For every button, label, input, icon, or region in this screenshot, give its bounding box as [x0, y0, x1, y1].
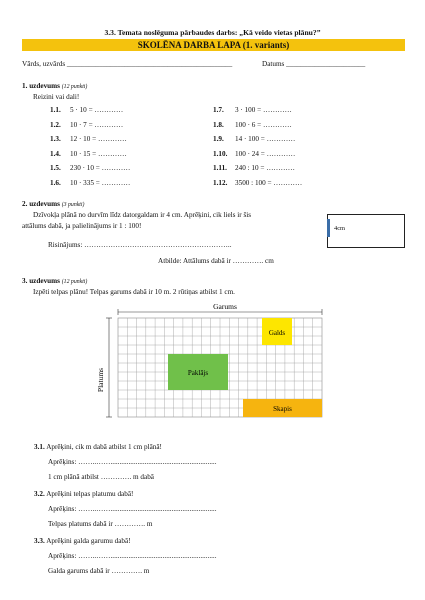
- task3-instruction: Izpēti telpas plānu! Telpas garums dabā ir 10 m. 2 rūtiņas atbilst 1 cm.: [33, 288, 235, 296]
- exercise-expression[interactable]: 5 · 10 = …………: [70, 106, 124, 114]
- subtask-number: 3.1.: [34, 443, 45, 451]
- task2-title: 2. uzdevums: [22, 200, 60, 208]
- exercise-number: 1.3.: [50, 135, 61, 143]
- exercise-expression[interactable]: 100 · 24 = …………: [235, 149, 296, 158]
- room-plan: [90, 300, 335, 420]
- plan-width-label: Platums: [96, 367, 105, 393]
- exercise-number: 1.10.: [213, 149, 228, 158]
- name-label: Vārds, uzvārds: [22, 60, 66, 68]
- task2-figure-label: 4cm: [334, 225, 346, 232]
- subtask-text: Aprēķini telpas platumu dabā!: [46, 490, 134, 498]
- subtask-text: Aprēķini, cik m dabā atbilst 1 cm plānā!: [46, 443, 162, 451]
- subtask-question: [34, 537, 131, 545]
- name-field[interactable]: ______________________________________________: [66, 60, 233, 68]
- exercise-expression[interactable]: 10 · 335 = …………: [70, 178, 131, 187]
- exercise-number: 1.12.: [213, 178, 228, 187]
- exercise-expression[interactable]: 230 · 10 = …………: [70, 164, 131, 172]
- task1-heading: [22, 82, 87, 90]
- subtask-text: Aprēķini galda garumu dabā!: [46, 537, 131, 545]
- task2-solution-line[interactable]: Risinājums: ……………………………………………………..: [48, 241, 232, 249]
- task2-plan-figure: [327, 214, 405, 248]
- date-field[interactable]: ______________________: [286, 60, 366, 68]
- task2-answer-line[interactable]: Atbilde: Attālums dabā ir …………. cm: [158, 257, 274, 265]
- subtask-question: [34, 490, 133, 498]
- exercise-number: 1.8.: [213, 120, 224, 129]
- exercise-expression[interactable]: 240 : 10 = …………: [235, 164, 295, 172]
- exercise-number: 1.5.: [50, 164, 61, 172]
- subtask-answer-line[interactable]: 1 cm plānā atbilst …………. m dabā: [48, 473, 154, 481]
- subtask-work-line[interactable]: Aprēķins: ……..……...........................................................: [48, 458, 217, 466]
- door-marker: [327, 219, 330, 237]
- subtask-work-line[interactable]: Aprēķins: ……..……...........................................................: [48, 505, 217, 513]
- exercise-number: 1.2.: [50, 120, 61, 129]
- wardrobe-label: Skapis: [273, 405, 292, 413]
- task3-heading: [22, 277, 87, 285]
- exercise-expression[interactable]: 10 · 15 = …………: [70, 149, 127, 158]
- plan-length-label: Garums: [213, 302, 237, 311]
- exercise-number: 1.9.: [213, 135, 224, 143]
- subtask-answer-line[interactable]: Galda garums dabā ir …………. m: [48, 567, 150, 575]
- worksheet-subtitle: SKOLĒNA DARBA LAPA (1. variants): [137, 40, 290, 50]
- exercise-number: 1.6.: [50, 178, 61, 187]
- task2-text-line2: attālums dabā, ja palielinājums ir 1 : 100!: [22, 222, 142, 230]
- subtask-question: [34, 443, 162, 451]
- exercise-expression[interactable]: 3500 : 100 = …………: [235, 178, 303, 187]
- exercise-number: 1.7.: [213, 106, 224, 114]
- subtask-number: 3.2.: [34, 490, 45, 498]
- date-row: [262, 60, 365, 68]
- exercise-expression[interactable]: 12 · 10 = …………: [70, 135, 127, 143]
- subtask-answer-line[interactable]: Telpas platums dabā ir …………. m: [48, 520, 153, 528]
- task3-title: 3. uzdevums: [22, 277, 60, 285]
- exercise-number: 1.1.: [50, 106, 61, 114]
- exercise-expression[interactable]: 10 · 7 = …………: [70, 120, 124, 129]
- table-label: Galds: [268, 329, 286, 337]
- date-label: Datums: [262, 60, 285, 68]
- task1-points: (12 punkti): [61, 84, 88, 90]
- task2-heading: [22, 200, 84, 208]
- exercise-number: 1.4.: [50, 149, 61, 158]
- subtask-work-line[interactable]: Aprēķins: ……..……...........................................................: [48, 552, 217, 560]
- subtask-number: 3.3.: [34, 537, 45, 545]
- exercise-expression[interactable]: 100 · 6 = …………: [235, 120, 292, 129]
- exercise-number: 1.11.: [213, 164, 227, 172]
- rug-label: Paklājs: [187, 369, 209, 377]
- worksheet-title-band: [22, 39, 405, 51]
- exercise-expression[interactable]: 14 · 100 = …………: [235, 135, 296, 143]
- task1-instruction: Reizini vai dali!: [33, 93, 80, 101]
- task1-title: 1. uzdevums: [22, 82, 60, 90]
- worksheet-topic-title: 3.3. Temata noslēguma pārbaudes darbs: „Kā veido vietas plānu?”: [104, 28, 321, 37]
- exercise-expression[interactable]: 3 · 100 = …………: [235, 106, 292, 114]
- task2-text-line1: Dzīvokļa plānā no durvīm līdz datorgaldam ir 4 cm. Aprēķini, cik liels ir šis: [33, 211, 252, 219]
- task3-points: (12 punkti): [61, 279, 88, 285]
- name-row: [22, 60, 232, 68]
- task2-points: (3 punkti): [61, 202, 85, 208]
